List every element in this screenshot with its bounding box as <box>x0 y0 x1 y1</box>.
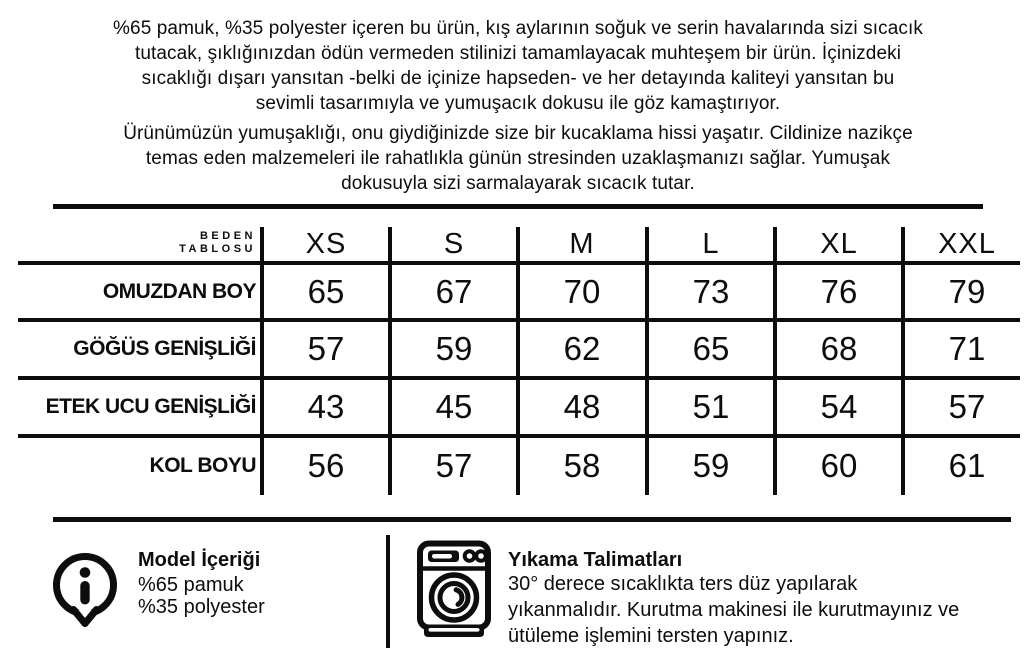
size-column-header-xs: XS <box>305 228 347 260</box>
size-row-label: ETEK UCU GENİŞLİĞİ <box>45 395 256 418</box>
size-column-header-l: L <box>702 228 720 260</box>
size-table-corner-label <box>179 230 256 255</box>
size-column-header-xl: XL <box>820 228 858 260</box>
size-value-cell: 56 <box>307 447 345 484</box>
size-value-cell: 59 <box>435 330 473 367</box>
intro-paragraph-1-line: %65 pamuk, %35 polyester içeren bu ürün, kış aylarının soğuk ve serin havalarında sizi sıcacık <box>113 18 923 39</box>
size-value-cell: 62 <box>563 330 601 367</box>
size-value-cell: 68 <box>820 330 858 367</box>
size-value-cell: 60 <box>820 447 858 484</box>
model-info-line: %35 polyester <box>138 596 265 618</box>
washing-machine-icon <box>416 540 492 640</box>
intro-paragraph-1-line: sevimli tasarımıyla ve yumuşacık dokusu ile göz kamaştırıyor. <box>255 93 781 114</box>
washing-instruction-line: yıkanmalıdır. Kurutma makinesi ile kurutmayınız ve <box>508 599 960 621</box>
intro-paragraph-2-line: temas eden malzemeleri ile rahatlıkla günün stresinden uzaklaşmanızı sağlar. Yumuşak <box>145 148 891 169</box>
size-value-cell: 70 <box>563 273 601 310</box>
size-value-cell: 57 <box>948 388 986 425</box>
model-info-title: Model İçeriği <box>138 549 261 571</box>
size-value-cell: 54 <box>820 388 858 425</box>
size-value-cell: 57 <box>435 447 473 484</box>
size-value-cell: 65 <box>307 273 345 310</box>
size-column-header-s: S <box>443 228 465 260</box>
info-bubble-icon <box>50 551 120 633</box>
corner-label-line: BEDEN <box>199 230 256 242</box>
intro-paragraph-2 <box>0 121 1036 196</box>
footer-divider <box>386 535 390 648</box>
size-value-cell: 65 <box>692 330 730 367</box>
intro-paragraph-2-line: dokusuyla sizi sarmalayarak sıcacık tutar. <box>341 173 695 194</box>
size-value-cell: 71 <box>948 330 986 367</box>
size-column-header-xxl: XXL <box>938 228 996 260</box>
model-info-line: %65 pamuk <box>138 574 244 596</box>
size-value-cell: 73 <box>692 273 730 310</box>
intro-paragraph-1-line: sıcaklığı dışarı yansıtan -belki de içinize hapseden- ve her detayında kaliteyi yansıtan bu <box>141 68 895 89</box>
table-bottom-rule <box>53 517 1011 522</box>
size-column-header-m: M <box>569 228 595 260</box>
washing-instruction-line: 30° derece sıcaklıkta ters düz yapılarak <box>508 573 858 595</box>
size-row-label: OMUZDAN BOY <box>102 280 256 303</box>
size-value-cell: 79 <box>948 273 986 310</box>
intro-paragraph-1 <box>0 16 1036 116</box>
size-value-cell: 45 <box>435 388 473 425</box>
size-value-cell: 48 <box>563 388 601 425</box>
size-value-cell: 58 <box>563 447 601 484</box>
washing-instruction-line: ütüleme işlemini tersten yapınız. <box>508 625 794 647</box>
intro-paragraph-1-line: tutacak, şıklığınızdan ödün vermeden stilinizi tamamlayacak muhteşem bir ürün. İçinizdeki <box>134 43 902 64</box>
size-row-label: KOL BOYU <box>149 454 256 477</box>
washing-instructions-title: Yıkama Talimatları <box>508 549 683 571</box>
intro-paragraph-2-line: Ürünümüzün yumuşaklığı, onu giydiğinizde size bir kucaklama hissi yaşatır. Cildinize nazikçe <box>123 123 913 144</box>
size-value-cell: 59 <box>692 447 730 484</box>
size-value-cell: 43 <box>307 388 345 425</box>
corner-label-line: TABLOSU <box>179 242 256 255</box>
washing-machine-icon <box>416 540 492 640</box>
size-value-cell: 67 <box>435 273 473 310</box>
size-value-cell: 57 <box>307 330 345 367</box>
size-row-label: GÖĞÜS GENİŞLİĞİ <box>73 337 256 360</box>
size-value-cell: 61 <box>948 447 986 484</box>
table-top-rule <box>53 204 983 209</box>
info-icon <box>50 551 120 633</box>
size-value-cell: 76 <box>820 273 858 310</box>
size-value-cell: 51 <box>692 388 730 425</box>
